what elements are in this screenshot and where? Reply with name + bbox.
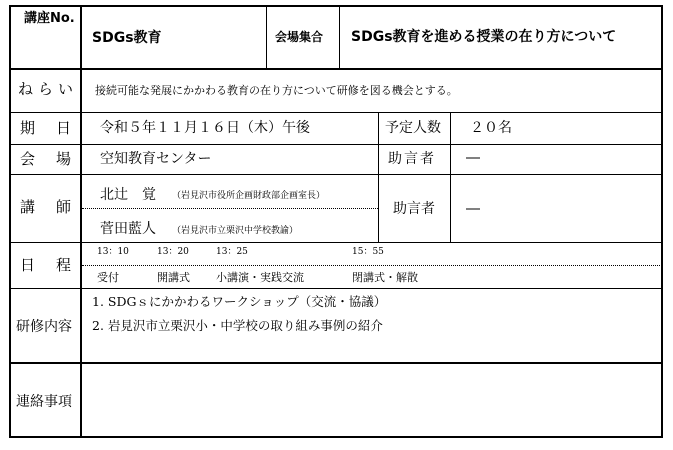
aim-label: ねらい bbox=[18, 80, 79, 98]
content-label: 研修内容 bbox=[16, 319, 72, 335]
schedule-item-4: 閉講式・解散 bbox=[352, 271, 418, 284]
venue-value: 空知教育センター bbox=[100, 151, 212, 167]
content-item-1: 1. SDGｓにかかわるワークショップ（交流・協議） bbox=[92, 294, 387, 309]
label-column-divider bbox=[80, 6, 82, 436]
schedule-time-1: 13：10 bbox=[97, 247, 129, 257]
row-divider-header bbox=[10, 68, 662, 70]
lecturer-separator bbox=[82, 208, 378, 209]
capacity-label-divider bbox=[378, 113, 379, 242]
header-divider-2 bbox=[339, 6, 340, 68]
capacity-label: 予定人数 bbox=[385, 120, 441, 136]
capacity-value: ２０名 bbox=[470, 120, 512, 136]
lecturer-label: 講 師 bbox=[20, 198, 75, 216]
schedule-item-3: 小講演・実践交流 bbox=[216, 271, 304, 284]
date-label: 期 日 bbox=[20, 119, 75, 137]
lecturer-1-title: （岩見沢市役所企画財政部企画室長） bbox=[172, 191, 326, 201]
lecturer-1-name: 北辻 覚 bbox=[100, 187, 156, 203]
row-divider-lecturer bbox=[10, 242, 662, 243]
schedule-item-2: 開講式 bbox=[157, 271, 190, 284]
row-divider-schedule bbox=[10, 288, 662, 289]
course-title: SDGs教育を進める授業の在り方について bbox=[351, 29, 617, 45]
venue-advisor-value: ― bbox=[466, 150, 480, 166]
schedule-time-2: 13：20 bbox=[157, 247, 189, 257]
header-divider-1 bbox=[266, 6, 267, 68]
row-divider-date bbox=[10, 144, 662, 145]
row-divider-venue bbox=[10, 174, 662, 175]
capacity-value-divider bbox=[450, 113, 451, 242]
course-no-label: 講座No. bbox=[24, 11, 75, 26]
venue-type: 会場集合 bbox=[275, 30, 324, 44]
schedule-time-3: 13：25 bbox=[216, 247, 248, 257]
venue-advisor-label: 助言者 bbox=[388, 151, 436, 167]
lecturer-advisor-label: 助言者 bbox=[393, 201, 435, 217]
content-item-2: 2. 岩見沢市立栗沢小・中学校の取り組み事例の紹介 bbox=[92, 318, 383, 333]
schedule-item-1: 受付 bbox=[97, 271, 119, 284]
date-value: 令和５年１１月１６日（木）午後 bbox=[100, 120, 310, 136]
schedule-label: 日 程 bbox=[20, 256, 75, 274]
row-divider-content bbox=[10, 362, 662, 364]
notes-label: 連絡事項 bbox=[16, 394, 72, 410]
aim-text: 接続可能な発展にかかわる教育の在り方について研修を図る機会とする。 bbox=[95, 84, 458, 97]
venue-label: 会 場 bbox=[20, 150, 75, 168]
lecturer-2-title: （岩見沢市立栗沢中学校教諭） bbox=[172, 226, 299, 236]
schedule-time-4: 15：55 bbox=[352, 247, 384, 257]
schedule-separator bbox=[82, 265, 662, 266]
row-divider-aim bbox=[10, 112, 662, 113]
lecturer-2-name: 菅田藍人 bbox=[100, 221, 156, 237]
course-name: SDGs教育 bbox=[92, 30, 162, 46]
lecturer-advisor-value: ― bbox=[466, 201, 480, 217]
